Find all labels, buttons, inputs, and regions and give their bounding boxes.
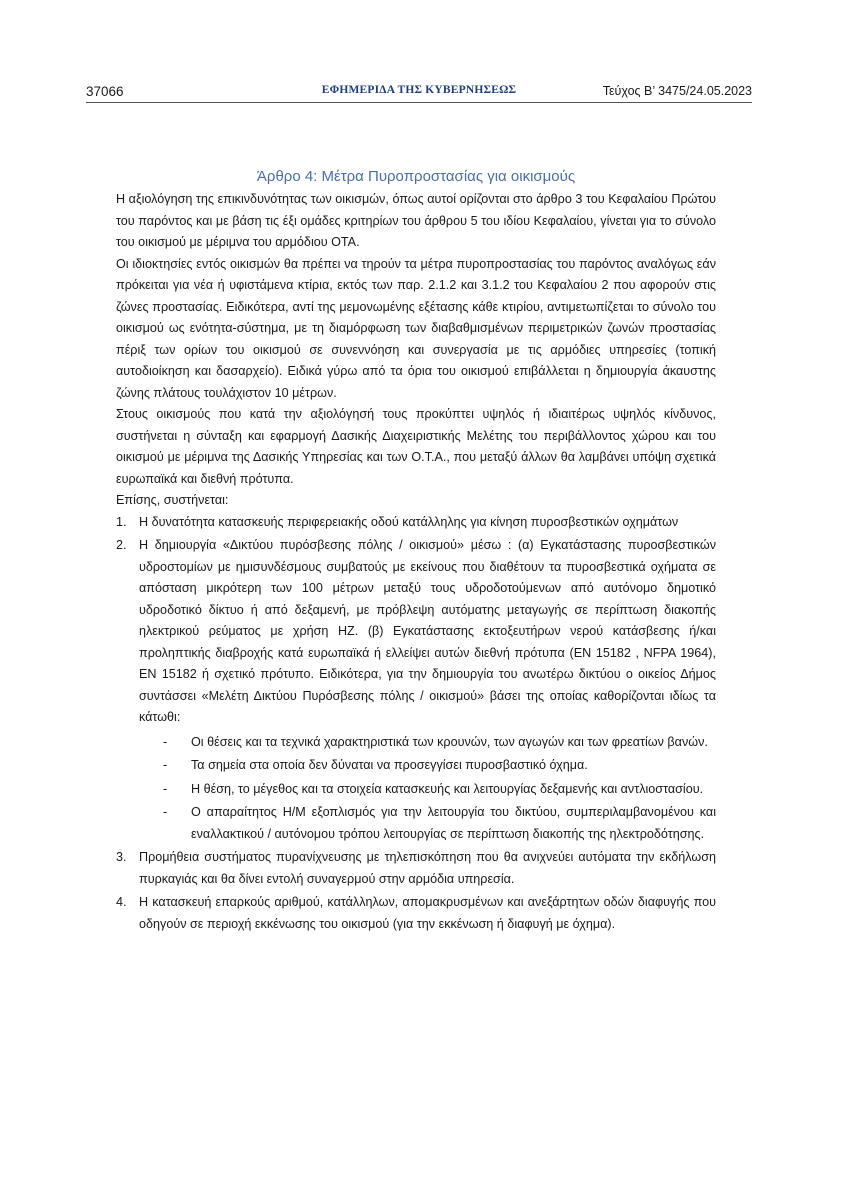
paragraph: Στους οικισμούς που κατά την αξιολόγησή τους προκύπτει υψηλός ή ιδιαιτέρως υψηλός κίνδυνος, συστήνεται η σύνταξη και εφαρμογή Δασικής Διαχειριστικής Μελέτης του περιβάλλοντος χώρου και του οικισμού με μέριμνα της Δασικής Υπηρεσίας και των Ο.Τ.Α., που μεταξύ άλλων θα λαμβάνει υπόψη σχετικά ευρωπαϊκά και διεθνή πρότυπα. — [116, 407, 716, 486]
list-item-text: Η κατασκευή επαρκούς αριθμού, κατάλληλων, απομακρυσμένων και ανεξάρτητων οδών διαφυγής που οδηγούν σε περιοχή εκκένωσης του οικισμού (για την εκκένωση ή διαφυγή με όχημα). — [139, 895, 716, 931]
dash-marker: - — [163, 781, 168, 796]
recommendations-list — [116, 512, 716, 936]
sublist-item — [139, 732, 716, 754]
list-number: 4. — [116, 895, 127, 909]
list-item-text: Η δημιουργία «Δικτύου πυρόσβεσης πόλης / οικισμού» μέσω : (α) Εγκατάστασης πυροσβεστικών υδροστομίων με ημισυνδέσμους συμβατούς με εκείνους που διαθέτουν τα πυροσβεστικά οχήματα σε απόσταση μικρότερη των 100 μέτρων μεταξύ τους υδροδοτούμενων από αυτόνομο δημοτικό υδροδοτικό δίκτυο ή από δεξαμενή, με πρόβλεψη αυτόματης μεταγωγής σε περίπτωση διακοπής ηλεκτρικού ρεύματος με χρήση ΗΖ. (β) Εγκατάστασης εκτοξευτήρων νερού κατάσβεσης ή/και προληπτικής διαβροχής κατά ευρωπαϊκά ή ελλείψει αυτών διεθνή πρότυπα (EN 15182 , NFPA 1964), EN 15182 ή σχετικό πρότυπο. Ειδικότερα, για την δημιουργία του ανωτέρω δικτύου ο οικείος Δήμος συντάσσει «Μελέτη Δικτύου Πυρόσβεσης πόλης / οικισμού» βάσει της οποίας καθορίζονται ιδίως τα κάτωθι: — [139, 538, 716, 724]
list-item — [116, 535, 716, 845]
page-number: 37066 — [86, 84, 124, 99]
sublist-item-text: Η θέση, το μέγεθος και τα στοιχεία κατασκευής και λειτουργίας δεξαμενής και αντλιοστασίου. — [191, 781, 704, 796]
dash-marker: - — [163, 734, 168, 749]
article-body — [116, 167, 716, 937]
header-divider — [86, 102, 752, 103]
article-title: Άρθρο 4: Μέτρα Πυροπροστασίας για οικισμούς — [256, 168, 576, 185]
list-item — [116, 847, 716, 890]
sublist-item-text: Ο απαραίτητος Η/Μ εξοπλισμός για την λειτουργία του δικτύου, συμπεριλαμβανομένου και εναλλακτικού / αυτόνομου τρόπου λειτουργίας σε περίπτωση διακοπής της ηλεκτροδότησης. — [191, 805, 716, 841]
network-study-sublist — [139, 732, 716, 846]
dash-marker: - — [163, 758, 168, 772]
sublist-item — [139, 755, 716, 777]
list-number: 3. — [116, 850, 127, 864]
list-item — [116, 892, 716, 935]
issue-reference: Τεύχος Β’ 3475/24.05.2023 — [602, 84, 752, 98]
paragraph: Οι ιδιοκτησίες εντός οικισμών θα πρέπει να τηρούν τα μέτρα πυροπροστασίας του παρόντος αναλόγως εάν πρόκειται για νέα ή υφιστάμενα κτίρια, εκτός των παρ. 2.1.2 και 3.1.2 του Κεφαλαίου 2 που αφορούν στις ζώνες προστασίας. Ειδικότερα, αντί της μεμονωμένης εξέτασης κάθε κτιρίου, αντιμετωπίζεται το σύνολο του οικισμού ως ενότητα-σύστημα, με τη διαμόρφωση των διαβαθμισμένων περιμετρικών ζωνών προστασίας πέριξ των ορίων του οικισμού σε συνεννόηση και συνεργασία με τις αρμόδιες υπηρεσίες (τοπική αυτοδιοίκηση και δασαρχείο). Ειδικά γύρω από τα όρια του οικισμού επιβάλλεται η δημιουργία άκαυστης ζώνης πλάτους τουλάχιστον 10 μέτρων. — [116, 256, 716, 400]
list-item-text: Προμήθεια συστήματος πυρανίχνευσης με τηλεπισκόπηση που θα ανιχνεύει αυτόματα την εκδήλωση πυρκαγιάς και θα δίνει εντολή συναγερμού στην αρμόδια υπηρεσία. — [139, 850, 716, 886]
list-item-text: Η δυνατότητα κατασκευής περιφερειακής οδού κατάλληλης για κίνηση πυροσβεστικών οχημάτων — [139, 514, 679, 529]
list-number: 1. — [116, 514, 127, 529]
list-item — [116, 512, 716, 534]
sublist-item-text: Οι θέσεις και τα τεχνικά χαρακτηριστικά των κρουνών, των αγωγών και των φρεατίων βανών. — [191, 734, 708, 749]
sublist-item-text: Τα σημεία στα οποία δεν δύναται να προσεγγίσει πυροσβαστικό όχημα. — [191, 758, 588, 772]
list-number: 2. — [116, 538, 127, 552]
sublist-item — [139, 779, 716, 801]
page-header — [86, 84, 752, 104]
dash-marker: - — [163, 805, 168, 819]
sublist-item — [139, 802, 716, 845]
paragraph: Η αξιολόγηση της επικινδυνότητας των οικισμών, όπως αυτοί ορίζονται στο άρθρο 3 του Κεφαλαίου Πρώτου του παρόντος και με βάση τις έξι ομάδες κριτηρίων του άρθρου 5 του ιδίου Κεφαλαίου, γίνεται για το σύνολο του οικισμού με μέριμνα του αρμόδιου ΟΤΑ. — [116, 192, 716, 249]
gazette-title: ΕΦΗΜΕΡΙΔΑ ΤΗΣ ΚΥΒΕΡΝΗΣΕΩΣ — [321, 84, 517, 96]
paragraph: Επίσης, συστήνεται: — [116, 493, 229, 507]
